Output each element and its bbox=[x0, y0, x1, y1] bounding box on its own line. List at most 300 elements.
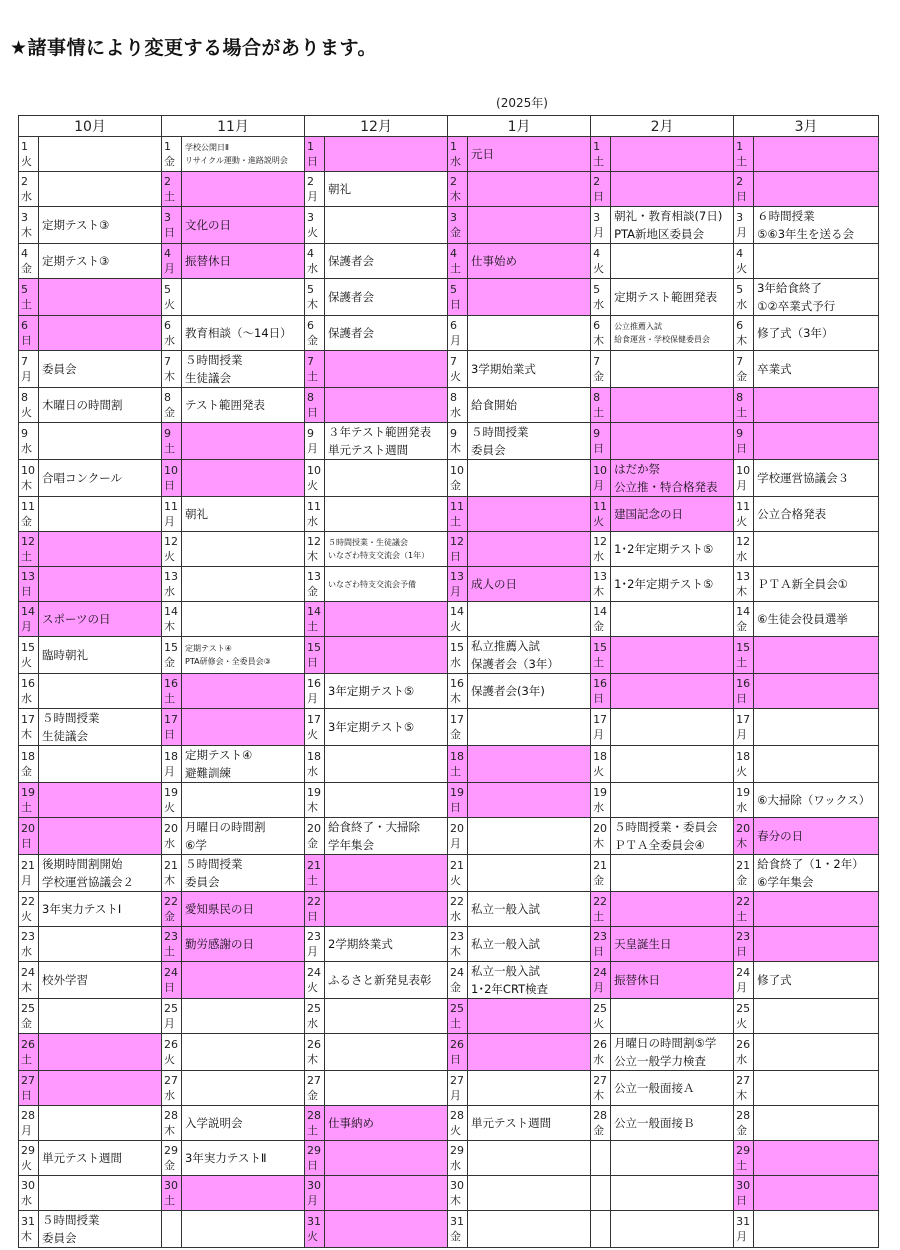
event-cell bbox=[754, 1071, 879, 1106]
event-cell bbox=[325, 1211, 448, 1248]
date-cell bbox=[305, 962, 325, 999]
date-cell bbox=[305, 1141, 325, 1176]
weekday-label: 水 bbox=[450, 656, 462, 669]
weekday-label: 水 bbox=[164, 334, 176, 347]
date-cell bbox=[448, 388, 468, 423]
event-text: 委員会 bbox=[42, 362, 77, 376]
event-cell bbox=[468, 279, 591, 316]
event-cell bbox=[182, 137, 305, 172]
weekday-label: 日 bbox=[736, 1194, 748, 1207]
event-cell bbox=[39, 388, 162, 423]
day-number: 19 bbox=[21, 786, 35, 799]
weekday-label: 水 bbox=[736, 298, 748, 311]
event-text: 私立一般入試 bbox=[471, 964, 541, 978]
event-cell bbox=[468, 172, 591, 207]
event-cell bbox=[468, 783, 591, 818]
day-number: 22 bbox=[736, 895, 751, 908]
event-text: ①②卒業式予行 bbox=[757, 299, 836, 313]
event-text: 振替休日 bbox=[185, 254, 232, 268]
day-number: 28 bbox=[307, 1109, 322, 1122]
weekday-label: 日 bbox=[164, 226, 176, 239]
day-number: 12 bbox=[307, 535, 322, 548]
day-number: 15 bbox=[450, 641, 465, 654]
date-cell bbox=[162, 962, 182, 999]
weekday-label: 火 bbox=[164, 801, 176, 814]
date-cell bbox=[734, 783, 754, 818]
day-number: 9 bbox=[164, 427, 172, 440]
date-cell bbox=[162, 999, 182, 1034]
date-cell bbox=[734, 962, 754, 999]
day-number: 8 bbox=[736, 391, 744, 404]
event-text: 定期テスト③ bbox=[42, 218, 110, 232]
day-number: 6 bbox=[21, 319, 28, 332]
weekday-label: 金 bbox=[450, 728, 462, 741]
day-number: 5 bbox=[593, 283, 601, 296]
date-cell bbox=[591, 855, 611, 892]
event-cell bbox=[325, 207, 448, 244]
date-cell bbox=[305, 497, 325, 532]
day-number: 1 bbox=[164, 140, 172, 153]
weekday-label: 木 bbox=[593, 585, 605, 598]
weekday-label: 木 bbox=[21, 1230, 32, 1243]
event-cell bbox=[468, 746, 591, 783]
day-number: 27 bbox=[307, 1074, 322, 1087]
weekday-label: 火 bbox=[164, 298, 176, 311]
date-cell bbox=[305, 602, 325, 637]
weekday-label: 月 bbox=[164, 262, 176, 275]
day-number: 22 bbox=[307, 895, 322, 908]
date-cell bbox=[305, 709, 325, 746]
day-number: 26 bbox=[736, 1038, 751, 1051]
day-row bbox=[19, 567, 879, 602]
event-text: 学校運営協議会２ bbox=[42, 875, 134, 889]
date-cell bbox=[734, 602, 754, 637]
event-cell bbox=[468, 674, 591, 709]
weekday-label: 日 bbox=[307, 656, 319, 669]
date-cell bbox=[591, 674, 611, 709]
weekday-label: 月 bbox=[450, 1089, 462, 1102]
event-cell bbox=[39, 423, 162, 460]
event-cell bbox=[182, 1034, 305, 1071]
event-cell bbox=[754, 709, 879, 746]
weekday-label: 木 bbox=[736, 334, 748, 347]
event-text: ５時間授業 bbox=[42, 711, 100, 725]
date-cell bbox=[162, 137, 182, 172]
date-cell bbox=[591, 316, 611, 351]
event-cell bbox=[325, 746, 448, 783]
day-number: 28 bbox=[593, 1109, 608, 1122]
day-number: 3 bbox=[21, 211, 28, 224]
weekday-label: 火 bbox=[736, 262, 748, 275]
event-cell bbox=[611, 855, 734, 892]
weekday-label: 日 bbox=[593, 442, 605, 455]
date-cell bbox=[19, 818, 39, 855]
day-number: 9 bbox=[736, 427, 744, 440]
event-cell bbox=[468, 137, 591, 172]
day-number: 30 bbox=[450, 1179, 465, 1192]
event-text: 朝礼 bbox=[185, 507, 209, 521]
event-cell bbox=[468, 316, 591, 351]
event-text: 給食終了・大掃除 bbox=[328, 820, 421, 834]
date-cell bbox=[734, 1106, 754, 1141]
event-text: 1･2年定期テスト⑤ bbox=[614, 577, 714, 591]
event-cell bbox=[611, 783, 734, 818]
day-number: 5 bbox=[21, 283, 28, 296]
annual-calendar-table bbox=[18, 115, 879, 1248]
day-number: 10 bbox=[21, 464, 35, 477]
event-cell bbox=[182, 637, 305, 674]
day-number: 8 bbox=[21, 391, 28, 404]
event-cell bbox=[754, 1176, 879, 1211]
weekday-label: 土 bbox=[736, 910, 748, 923]
day-row bbox=[19, 172, 879, 207]
event-cell bbox=[754, 1106, 879, 1141]
event-cell bbox=[611, 351, 734, 388]
day-row bbox=[19, 602, 879, 637]
weekday-label: 土 bbox=[164, 1194, 176, 1207]
day-number: 21 bbox=[736, 859, 751, 872]
day-number: 28 bbox=[21, 1109, 35, 1122]
day-number: 3 bbox=[736, 211, 744, 224]
event-cell bbox=[325, 1176, 448, 1211]
event-cell bbox=[39, 637, 162, 674]
day-number: 1 bbox=[307, 140, 315, 153]
day-number: 21 bbox=[307, 859, 322, 872]
date-cell bbox=[162, 818, 182, 855]
date-cell bbox=[162, 1106, 182, 1141]
weekday-label: 日 bbox=[593, 945, 605, 958]
day-number: 14 bbox=[21, 605, 35, 618]
event-text: 保護者会 bbox=[328, 326, 375, 340]
day-number: 18 bbox=[307, 750, 322, 763]
weekday-label: 日 bbox=[164, 479, 176, 492]
date-cell bbox=[734, 1071, 754, 1106]
weekday-label: 土 bbox=[736, 1159, 748, 1172]
date-cell bbox=[162, 1176, 182, 1211]
date-cell bbox=[734, 137, 754, 172]
date-cell bbox=[162, 279, 182, 316]
date-cell bbox=[448, 674, 468, 709]
date-cell bbox=[448, 637, 468, 674]
event-cell bbox=[182, 1211, 305, 1248]
event-cell bbox=[182, 855, 305, 892]
event-cell bbox=[611, 207, 734, 244]
date-cell bbox=[305, 1176, 325, 1211]
date-cell bbox=[448, 172, 468, 207]
event-cell bbox=[39, 927, 162, 962]
date-cell bbox=[448, 244, 468, 279]
event-cell bbox=[754, 1141, 879, 1176]
event-cell bbox=[182, 1071, 305, 1106]
date-cell bbox=[305, 674, 325, 709]
day-number: 27 bbox=[21, 1074, 35, 1087]
day-number: 31 bbox=[736, 1215, 751, 1228]
month-header: 12月 bbox=[305, 116, 448, 137]
event-text: 私立推薦入試 bbox=[471, 639, 541, 653]
weekday-label: 月 bbox=[593, 226, 605, 239]
date-cell bbox=[734, 746, 754, 783]
date-cell bbox=[448, 1176, 468, 1211]
day-number: 13 bbox=[736, 570, 751, 583]
event-cell bbox=[468, 532, 591, 567]
event-cell bbox=[182, 999, 305, 1034]
day-number: 1 bbox=[593, 140, 601, 153]
weekday-label: 日 bbox=[21, 334, 32, 347]
event-cell bbox=[611, 244, 734, 279]
day-number: 4 bbox=[21, 247, 28, 260]
event-cell bbox=[754, 137, 879, 172]
weekday-label: 火 bbox=[593, 765, 605, 778]
day-number: 17 bbox=[21, 713, 35, 726]
day-number: 26 bbox=[593, 1038, 608, 1051]
weekday-label: 月 bbox=[21, 874, 32, 887]
event-text: 愛知県民の日 bbox=[185, 902, 255, 916]
event-cell bbox=[182, 1106, 305, 1141]
day-number: 28 bbox=[450, 1109, 465, 1122]
event-cell bbox=[325, 709, 448, 746]
event-cell bbox=[182, 497, 305, 532]
event-cell bbox=[611, 423, 734, 460]
date-cell bbox=[591, 927, 611, 962]
date-cell bbox=[19, 1106, 39, 1141]
day-row bbox=[19, 746, 879, 783]
event-cell bbox=[39, 1034, 162, 1071]
weekday-label: 火 bbox=[307, 1230, 319, 1243]
event-cell bbox=[325, 497, 448, 532]
date-cell bbox=[305, 207, 325, 244]
date-cell bbox=[448, 532, 468, 567]
day-row bbox=[19, 637, 879, 674]
day-number: 6 bbox=[593, 319, 601, 332]
weekday-label: 月 bbox=[307, 1194, 319, 1207]
date-cell bbox=[305, 818, 325, 855]
event-cell bbox=[754, 999, 879, 1034]
date-cell bbox=[305, 460, 325, 497]
event-text: 元日 bbox=[471, 147, 495, 161]
event-cell bbox=[182, 423, 305, 460]
day-number: 2 bbox=[307, 175, 315, 188]
event-cell bbox=[611, 746, 734, 783]
date-cell bbox=[591, 423, 611, 460]
date-cell bbox=[591, 962, 611, 999]
event-cell bbox=[754, 855, 879, 892]
day-number: 29 bbox=[21, 1144, 35, 1157]
event-cell bbox=[754, 351, 879, 388]
event-text: 成人の日 bbox=[471, 577, 518, 591]
day-number: 11 bbox=[593, 500, 608, 513]
date-cell bbox=[734, 351, 754, 388]
event-cell bbox=[39, 244, 162, 279]
day-number: 20 bbox=[736, 822, 751, 835]
day-number: 9 bbox=[593, 427, 601, 440]
event-cell bbox=[325, 532, 448, 567]
weekday-label: 日 bbox=[450, 1053, 462, 1066]
event-text: 臨時朝礼 bbox=[42, 648, 88, 662]
event-cell bbox=[182, 892, 305, 927]
event-cell bbox=[754, 818, 879, 855]
day-row bbox=[19, 783, 879, 818]
date-cell bbox=[734, 207, 754, 244]
weekday-label: 土 bbox=[307, 874, 319, 887]
date-cell bbox=[448, 497, 468, 532]
event-text: ５時間授業 bbox=[185, 353, 243, 367]
date-cell bbox=[734, 388, 754, 423]
day-number: 23 bbox=[164, 930, 179, 943]
day-number: 12 bbox=[164, 535, 179, 548]
weekday-label: 月 bbox=[164, 515, 176, 528]
event-text: ふるさと新発見表彰 bbox=[328, 973, 432, 987]
date-cell bbox=[448, 1034, 468, 1071]
event-text: ５時間授業 bbox=[471, 425, 529, 439]
date-cell bbox=[734, 567, 754, 602]
day-number: 24 bbox=[593, 966, 608, 979]
day-row bbox=[19, 1211, 879, 1248]
date-cell bbox=[448, 351, 468, 388]
date-cell bbox=[734, 999, 754, 1034]
weekday-label: 土 bbox=[164, 442, 176, 455]
event-cell bbox=[754, 892, 879, 927]
day-number: 27 bbox=[164, 1074, 179, 1087]
date-cell bbox=[162, 244, 182, 279]
day-number: 22 bbox=[21, 895, 35, 908]
weekday-label: 火 bbox=[21, 1159, 32, 1172]
event-cell bbox=[754, 783, 879, 818]
date-cell bbox=[734, 244, 754, 279]
weekday-label: 水 bbox=[307, 1017, 319, 1030]
day-number: 26 bbox=[164, 1038, 179, 1051]
event-text: いなざわ特支交流会（1年） bbox=[328, 551, 430, 560]
date-cell bbox=[19, 1176, 39, 1211]
event-text: 3年定期テスト⑤ bbox=[328, 720, 415, 734]
day-number: 10 bbox=[307, 464, 322, 477]
day-number: 13 bbox=[593, 570, 608, 583]
weekday-label: 金 bbox=[164, 155, 176, 168]
calendar-body bbox=[19, 137, 879, 1248]
date-cell bbox=[162, 746, 182, 783]
day-number: 18 bbox=[21, 750, 35, 763]
weekday-label: 木 bbox=[307, 801, 319, 814]
event-cell bbox=[39, 207, 162, 244]
event-cell bbox=[182, 460, 305, 497]
event-cell bbox=[468, 497, 591, 532]
event-cell bbox=[39, 962, 162, 999]
day-number: 23 bbox=[307, 930, 322, 943]
weekday-label: 土 bbox=[164, 945, 176, 958]
event-text: 委員会 bbox=[42, 1231, 77, 1245]
event-text: 定期テスト④ bbox=[185, 644, 232, 653]
event-cell bbox=[468, 1211, 591, 1248]
weekday-label: 火 bbox=[736, 765, 748, 778]
date-cell bbox=[162, 207, 182, 244]
event-text: 3年実力テストⅡ bbox=[185, 1151, 267, 1165]
date-cell bbox=[448, 999, 468, 1034]
weekday-label: 金 bbox=[164, 656, 176, 669]
event-cell bbox=[182, 388, 305, 423]
weekday-label: 火 bbox=[736, 1017, 748, 1030]
event-cell bbox=[325, 783, 448, 818]
event-cell bbox=[325, 279, 448, 316]
date-cell bbox=[591, 279, 611, 316]
weekday-label: 火 bbox=[21, 910, 32, 923]
weekday-label: 月 bbox=[164, 765, 176, 778]
event-cell bbox=[468, 637, 591, 674]
weekday-label: 日 bbox=[307, 406, 319, 419]
day-number: 6 bbox=[736, 319, 744, 332]
month-header: 11月 bbox=[162, 116, 305, 137]
weekday-label: 月 bbox=[450, 837, 462, 850]
month-header: 10月 bbox=[19, 116, 162, 137]
day-number: 18 bbox=[164, 750, 179, 763]
event-cell bbox=[611, 567, 734, 602]
weekday-label: 木 bbox=[593, 334, 605, 347]
event-cell bbox=[468, 460, 591, 497]
event-cell bbox=[325, 927, 448, 962]
event-cell bbox=[325, 1034, 448, 1071]
event-cell bbox=[468, 423, 591, 460]
weekday-label: 月 bbox=[164, 1017, 176, 1030]
day-number: 15 bbox=[164, 641, 179, 654]
date-cell bbox=[19, 423, 39, 460]
day-number: 29 bbox=[164, 1144, 179, 1157]
weekday-label: 水 bbox=[21, 1194, 32, 1207]
day-number: 2 bbox=[736, 175, 744, 188]
date-cell bbox=[448, 746, 468, 783]
date-cell bbox=[19, 999, 39, 1034]
event-cell bbox=[39, 709, 162, 746]
weekday-label: 土 bbox=[450, 262, 462, 275]
day-row bbox=[19, 709, 879, 746]
event-cell bbox=[182, 709, 305, 746]
event-text: はだか祭 bbox=[614, 462, 661, 476]
day-number: 16 bbox=[21, 677, 35, 690]
date-cell bbox=[591, 999, 611, 1034]
day-number: 23 bbox=[593, 930, 608, 943]
weekday-label: 木 bbox=[21, 728, 32, 741]
day-number: 15 bbox=[593, 641, 608, 654]
event-cell bbox=[182, 927, 305, 962]
day-number: 23 bbox=[450, 930, 465, 943]
event-cell bbox=[468, 1034, 591, 1071]
event-cell bbox=[468, 818, 591, 855]
date-cell bbox=[734, 172, 754, 207]
event-text: 学年集会 bbox=[328, 838, 375, 852]
weekday-label: 火 bbox=[307, 728, 319, 741]
event-text: 保護者会(3年) bbox=[471, 684, 545, 698]
day-number: 24 bbox=[450, 966, 465, 979]
weekday-label: 土 bbox=[450, 515, 462, 528]
weekday-label: 火 bbox=[21, 406, 32, 419]
day-row bbox=[19, 497, 879, 532]
date-cell bbox=[19, 244, 39, 279]
date-cell bbox=[734, 637, 754, 674]
weekday-label: 月 bbox=[307, 442, 319, 455]
date-cell bbox=[19, 316, 39, 351]
date-cell bbox=[448, 567, 468, 602]
weekday-label: 火 bbox=[21, 155, 32, 168]
day-row bbox=[19, 962, 879, 999]
event-text: ３年テスト範囲発表 bbox=[328, 425, 432, 439]
event-text: 保護者会 bbox=[328, 290, 375, 304]
event-cell bbox=[39, 567, 162, 602]
event-text: 公立一般面接Ａ bbox=[614, 1081, 695, 1095]
date-cell bbox=[448, 279, 468, 316]
event-cell bbox=[611, 962, 734, 999]
weekday-label: 月 bbox=[736, 728, 748, 741]
date-cell bbox=[591, 746, 611, 783]
day-row bbox=[19, 855, 879, 892]
event-text: 仕事始め bbox=[471, 254, 518, 268]
day-number: 21 bbox=[164, 859, 179, 872]
